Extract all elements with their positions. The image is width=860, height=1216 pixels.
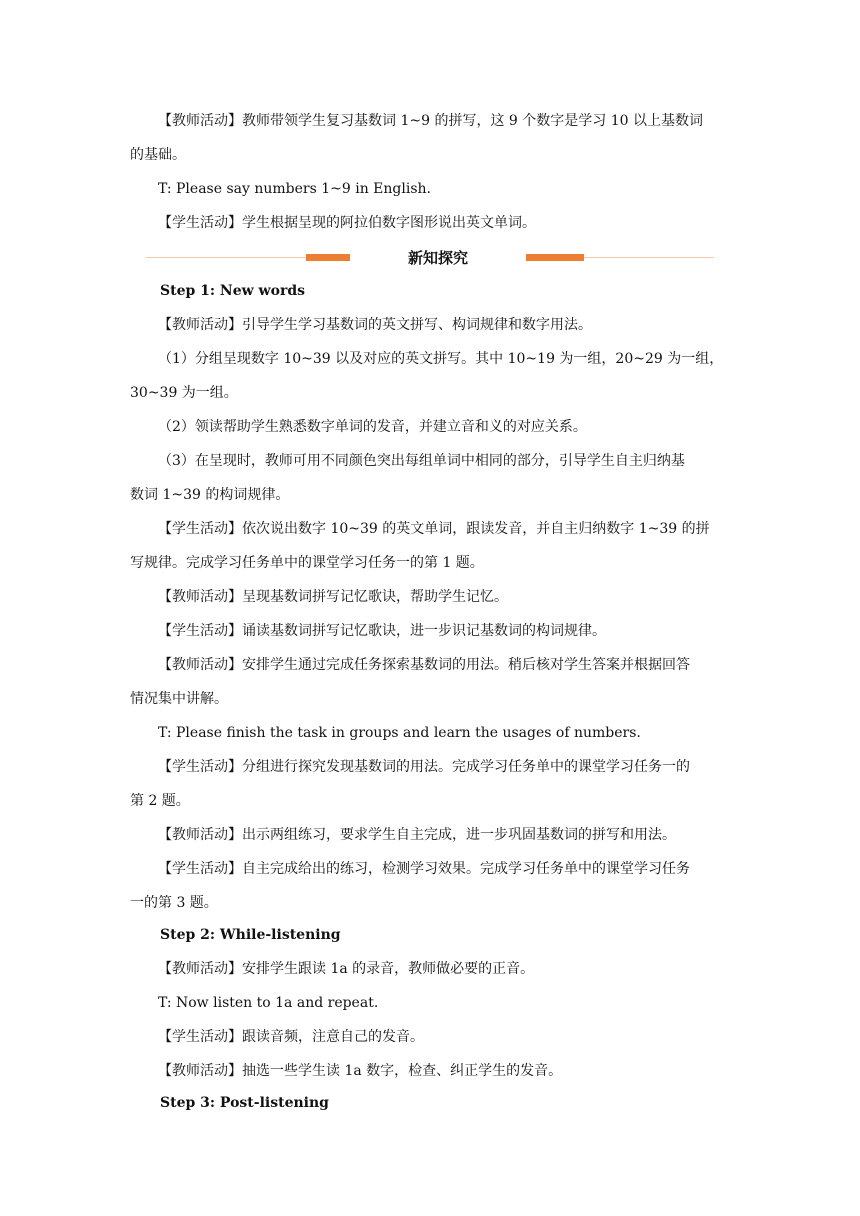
teacher-activity-task-line2: 情况集中讲解。	[130, 691, 228, 707]
teacher-activity-guide: 【教师活动】引导学生学习基数词的英文拼写、构词规律和数字用法。	[158, 317, 592, 333]
teacher-activity-exercise: 【教师活动】出示两组练习，要求学生自主完成，进一步巩固基数词的拼写和用法。	[158, 827, 676, 843]
student-activity-exercise-line1: 【学生活动】自主完成给出的练习，检测学习效果。完成学习任务单中的课堂学习任务	[158, 861, 690, 877]
divider-line-left	[146, 257, 306, 258]
teacher-activity-review-line2: 的基础。	[130, 147, 186, 163]
teacher-prompt-groups: T: Please finish the task in groups and learn the usages of numbers.	[158, 725, 641, 741]
student-activity-spell-line2: 写规律。完成学习任务单中的课堂学习任务一的第 1 题。	[130, 555, 484, 571]
item-1-line1: （1）分组呈现数字 10~39 以及对应的英文拼写。其中 10~19 为一组，20~29 为一组，	[158, 351, 724, 367]
item-2: （2）领读帮助学生熟悉数字单词的发音，并建立音和义的对应关系。	[158, 419, 587, 435]
divider-bar-left	[306, 254, 350, 261]
teacher-activity-rhyme: 【教师活动】呈现基数词拼写记忆歌诀，帮助学生记忆。	[158, 589, 508, 605]
student-activity-rhyme: 【学生活动】诵读基数词拼写记忆歌诀，进一步识记基数词的构词规律。	[158, 623, 606, 639]
student-activity-exercise-line2: 一的第 3 题。	[130, 895, 218, 911]
step-3-heading: Step 3: Post-listening	[160, 1095, 329, 1111]
section-divider	[146, 246, 714, 270]
step-1-heading: Step 1: New words	[160, 283, 305, 299]
student-activity-follow: 【学生活动】跟读音频，注意自己的发音。	[158, 1029, 424, 1045]
item-3-line2: 数词 1~39 的构词规律。	[130, 487, 290, 503]
divider-line-right	[584, 257, 714, 258]
teacher-activity-check: 【教师活动】抽选一些学生读 1a 数字，检查、纠正学生的发音。	[158, 1063, 563, 1079]
teacher-prompt-listen: T: Now listen to 1a and repeat.	[158, 995, 379, 1011]
teacher-activity-review-line1: 【教师活动】教师带领学生复习基数词 1~9 的拼写，这 9 个数字是学习 10 以上基数词	[158, 113, 703, 129]
step-2-heading: Step 2: While-listening	[160, 927, 341, 943]
item-1-line2: 30~39 为一组。	[130, 385, 238, 401]
student-activity-explore-line1: 【学生活动】分组进行探究发现基数词的用法。完成学习任务单中的课堂学习任务一的	[158, 759, 690, 775]
section-title: 新知探究	[407, 249, 468, 267]
teacher-activity-task-line1: 【教师活动】安排学生通过完成任务探索基数词的用法。稍后核对学生答案并根据回答	[158, 657, 690, 673]
teacher-activity-listen: 【教师活动】安排学生跟读 1a 的录音，教师做必要的正音。	[158, 961, 535, 977]
teacher-prompt-numbers: T: Please say numbers 1~9 in English.	[158, 181, 431, 197]
divider-bar-right	[526, 254, 584, 261]
student-activity-explore-line2: 第 2 题。	[130, 793, 190, 809]
student-activity-spell-line1: 【学生活动】依次说出数字 10~39 的英文单词，跟读发音，并自主归纳数字 1~39 的拼	[158, 521, 710, 537]
item-3-line1: （3）在呈现时，教师可用不同颜色突出每组单词中相同的部分，引导学生自主归纳基	[158, 453, 685, 469]
student-activity-say-words: 【学生活动】学生根据呈现的阿拉伯数字图形说出英文单词。	[158, 215, 536, 231]
